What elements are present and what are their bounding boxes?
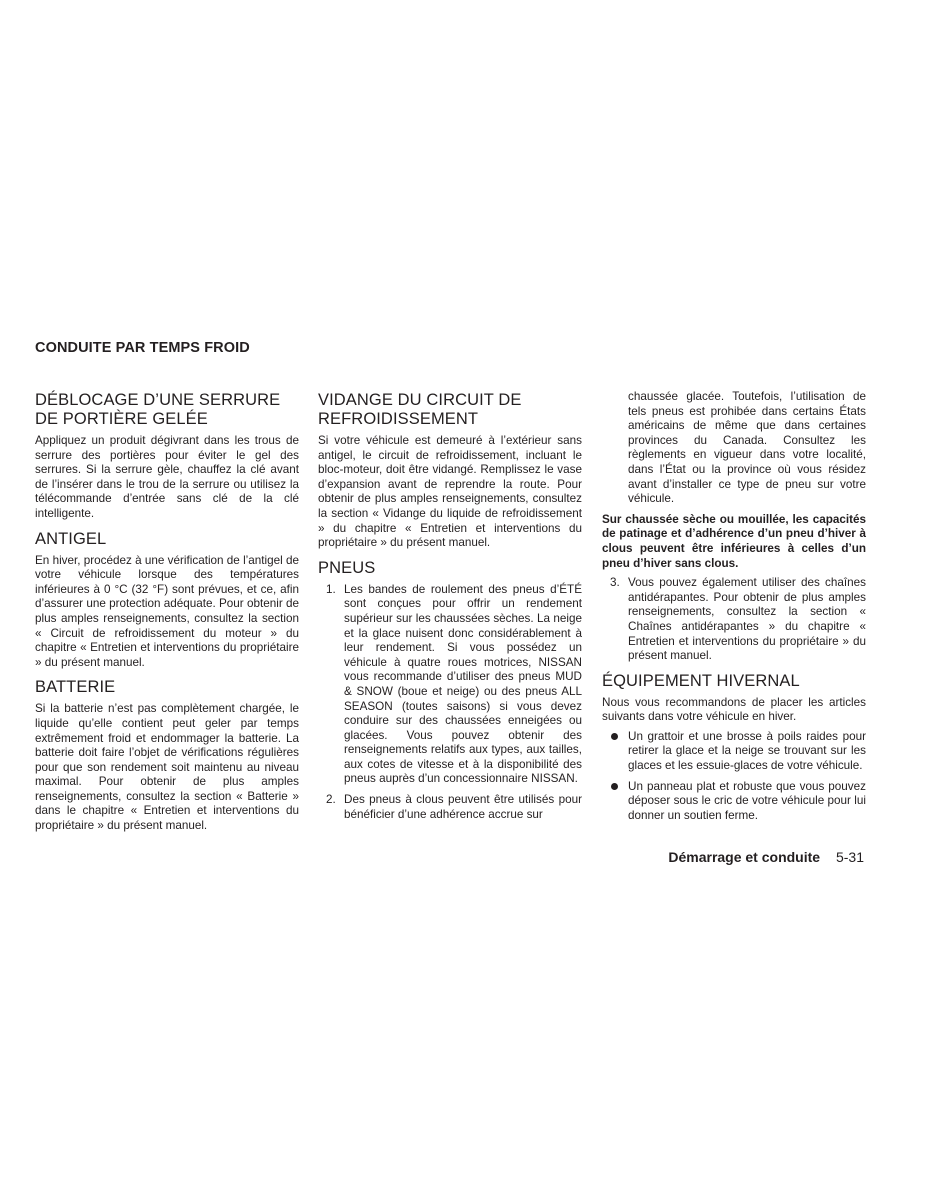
equipement-list — [602, 730, 866, 824]
pneus-list-continued — [602, 390, 866, 507]
list-item-text: Un grattoir et une brosse à poils raides pour retirer la glace et la neige se trouvant sur les glaces et les essuie-glaces de votre véhicule. — [628, 729, 866, 773]
heading-pneus: PNEUS — [318, 558, 376, 577]
list-item-number: 3. — [610, 576, 620, 590]
column-1 — [35, 391, 299, 839]
list-item — [318, 583, 582, 787]
paragraph-vidange: Si votre véhicule est demeuré à l’extérieur sans antigel, le circuit de refroidissement, incluant le bloc-moteur, doit être vidangé. Remplissez le vase d’expansion avant de reprendre la route. Pour obtenir de plus amples renseignements, consultez la section « Vidange du liquide de refroidissement » du chapitre « Entretien et interventions du propriétaire » du présent manuel. — [318, 434, 582, 550]
heading-batterie: BATTERIE — [35, 678, 116, 697]
heading-vidange: VIDANGE DU CIRCUIT DE REFROIDISSEMENT — [318, 391, 522, 428]
list-item — [602, 730, 866, 774]
heading-equipement: ÉQUIPEMENT HIVERNAL — [602, 671, 800, 690]
warning-text: Sur chaussée sèche ou mouillée, les capacités de patinage et d’adhérence d’un pneu d’hiver à clous peuvent être inférieures à celles d’un pneu d’hiver sans clous. — [602, 512, 866, 570]
column-3 — [602, 390, 866, 829]
list-item-number: 2. — [326, 793, 336, 807]
column-2 — [318, 391, 582, 828]
bullet-icon — [611, 783, 618, 790]
pneus-list-item3 — [602, 576, 866, 664]
list-item-text: Un panneau plat et robuste que vous pouvez déposer sous le cric de votre véhicule pour lui donner un soutien ferme. — [628, 779, 866, 822]
paragraph-batterie: Si la batterie n’est pas complètement chargée, le liquide qu’elle contient peut geler par temps extrêmement froid et endommager la batterie. La batterie doit faire l’objet de vérifications régulières pour que son rendement soit maintenu au niveau maximal. Pour obtenir de plus amples renseignements, consultez la section « Batterie » dans le chapitre « Entretien et interventions du propriétaire » du présent manuel. — [35, 702, 299, 833]
pneus-list — [318, 583, 582, 823]
list-item-continued — [602, 390, 866, 507]
heading-antigel: ANTIGEL — [35, 529, 107, 548]
footer-chapter: Démarrage et conduite — [668, 849, 821, 865]
list-item-text: Des pneus à clous peuvent être utilisés pour bénéficier d’une adhérence accrue sur — [344, 793, 582, 821]
list-item — [318, 793, 582, 822]
page-footer — [668, 849, 864, 865]
footer-page-number: 5-31 — [835, 849, 864, 865]
list-item — [602, 780, 866, 824]
list-item — [602, 576, 866, 664]
paragraph-antigel: En hiver, procédez à une vérification de l’antigel de votre véhicule lorsque des températures inférieures à 0 °C (32 °F) sont prévues, et ce, afin d’assurer une protection adéquate. Pour obtenir de plus amples renseignements, consultez la section « Circuit de refroidissement du moteur » du chapitre « Entretien et interventions du propriétaire » du présent manuel. — [35, 553, 299, 669]
list-item-text: Les bandes de roulement des pneus d’ÉTÉ sont conçues pour offrir un rendement supérieur sur les chaussées sèches. La neige et la glace nuisent donc considérablement à leur rendement. Si vous possédez un véhicule à quatre roues motrices, NISSAN vous recommande d’utiliser des pneus MUD & SNOW (boue et neige) ou des pneus ALL SEASON (toutes saisons) si vous devez conduire sur des chaussées enneigées ou glacées. Vous pouvez obtenir des renseignements relatifs aux types, aux tailles, aux cotes de vitesse et à la disponibilité des pneus auprès d’un concessionnaire NISSAN. — [344, 582, 582, 786]
paragraph-deblocage: Appliquez un produit dégivrant dans les trous de serrure des portières pour éviter le gel des serrures. Si la serrure gèle, chauffez la clé avant de l’insérer dans le trou de la serrure ou utilisez la télécommande d’entrée sans clé de la clé intelligente. — [35, 434, 299, 520]
list-item-text: Vous pouvez également utiliser des chaînes antidérapantes. Pour obtenir de plus amples renseignements, consultez la section « Chaînes antidérapantes » du chapitre « Entretien et interventions du propriétaire » du présent manuel. — [628, 576, 866, 663]
page-title: CONDUITE PAR TEMPS FROID — [35, 340, 250, 356]
heading-deblocage: DÉBLOCAGE D’UNE SERRURE DE PORTIÈRE GELÉE — [35, 391, 281, 428]
paragraph-equipement-intro: Nous vous recommandons de placer les articles suivants dans votre véhicule en hiver. — [602, 695, 866, 724]
list-item-number: 1. — [326, 582, 336, 596]
bullet-icon — [611, 733, 618, 740]
list-item-text: chaussée glacée. Toutefois, l’utilisation de tels pneus est prohibée dans certains États américains de même que dans certaines provinces du Canada. Consultez les règlements en vigueur dans votre localité, dans l’État ou la province où vous résidez avant d’installer ce type de pneu sur votre véhicule. — [628, 390, 866, 506]
